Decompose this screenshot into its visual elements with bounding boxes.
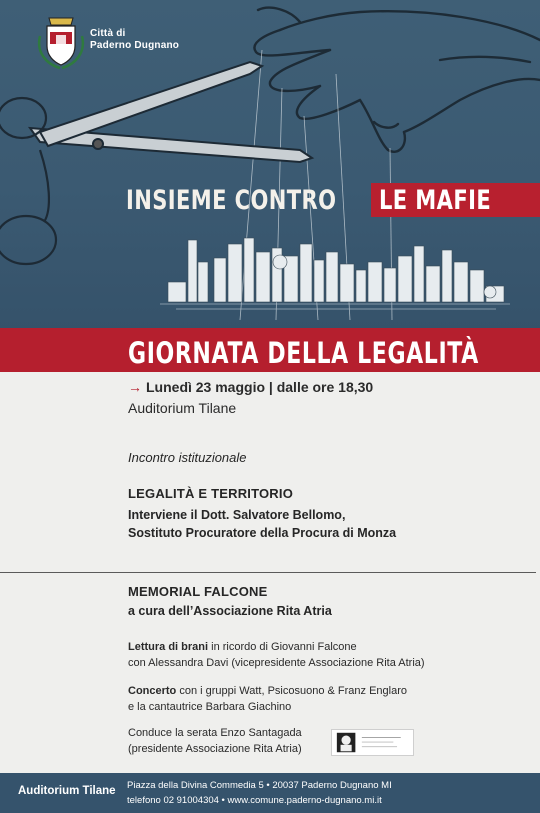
city-skyline — [168, 238, 504, 302]
concert-rest: con i gruppi Watt, Psicosuono & Franz Englaro — [176, 685, 407, 697]
host-line2: (presidente Associazione Rita Atria) — [128, 743, 302, 755]
reading-line1 — [128, 641, 357, 653]
footer-contacts: telefono 02 91004304 • www.comune.paderno-dugnano.mi.it — [127, 795, 382, 806]
event-date-text: Lunedì 23 maggio | dalle ore 18,30 — [146, 379, 374, 395]
city-name — [90, 28, 179, 52]
footer-venue: Auditorium Tilane — [18, 785, 116, 797]
headline — [126, 183, 540, 217]
section1-line2: Sostituto Procuratore della Procura di Monza — [128, 526, 397, 540]
association-logo-icon — [331, 729, 414, 756]
event-venue: Auditorium Tilane — [128, 400, 237, 416]
event-date — [128, 379, 373, 395]
event-title: GIORNATA DELLA LEGALITÀ — [128, 336, 479, 370]
concert-line1 — [128, 685, 407, 697]
scissors-icon — [30, 62, 312, 162]
scissors-handles — [0, 98, 56, 264]
concert-label: Concerto — [128, 685, 177, 697]
headline-red: LE MAFIE — [379, 184, 492, 216]
section1-heading: LEGALITÀ E TERRITORIO — [128, 486, 294, 501]
section2-heading: MEMORIAL FALCONE — [128, 584, 268, 599]
city-line2: Paderno Dugnano — [90, 40, 180, 51]
arrow-right-icon: → — [128, 379, 142, 395]
concert-line2: e la cantautrice Barbara Giachino — [128, 701, 292, 713]
footer-address: Piazza della Divina Commedia 5 • 20037 Paderno Dugnano MI — [127, 780, 392, 791]
headline-white: INSIEME CONTRO — [126, 184, 337, 216]
city-line1: Città di — [90, 28, 126, 39]
reading-label: Lettura di brani — [128, 641, 209, 653]
headline-red-box — [371, 183, 540, 217]
host-line1: Conduce la serata Enzo Santagada — [128, 727, 302, 739]
hand-icon — [254, 8, 540, 152]
program-intro: Incontro istituzionale — [128, 450, 247, 465]
city-crest-icon — [36, 12, 86, 70]
divider — [0, 572, 536, 573]
section2-subheading: a cura dell’Associazione Rita Atria — [128, 604, 332, 618]
reading-rest: in ricordo di Giovanni Falcone — [208, 641, 357, 653]
skyline-water — [160, 304, 510, 309]
section1-line1: Interviene il Dott. Salvatore Bellomo, — [128, 508, 346, 522]
reading-line2: con Alessandra Davi (vicepresidente Associazione Rita Atria) — [128, 657, 425, 669]
hero-banner — [0, 0, 540, 335]
